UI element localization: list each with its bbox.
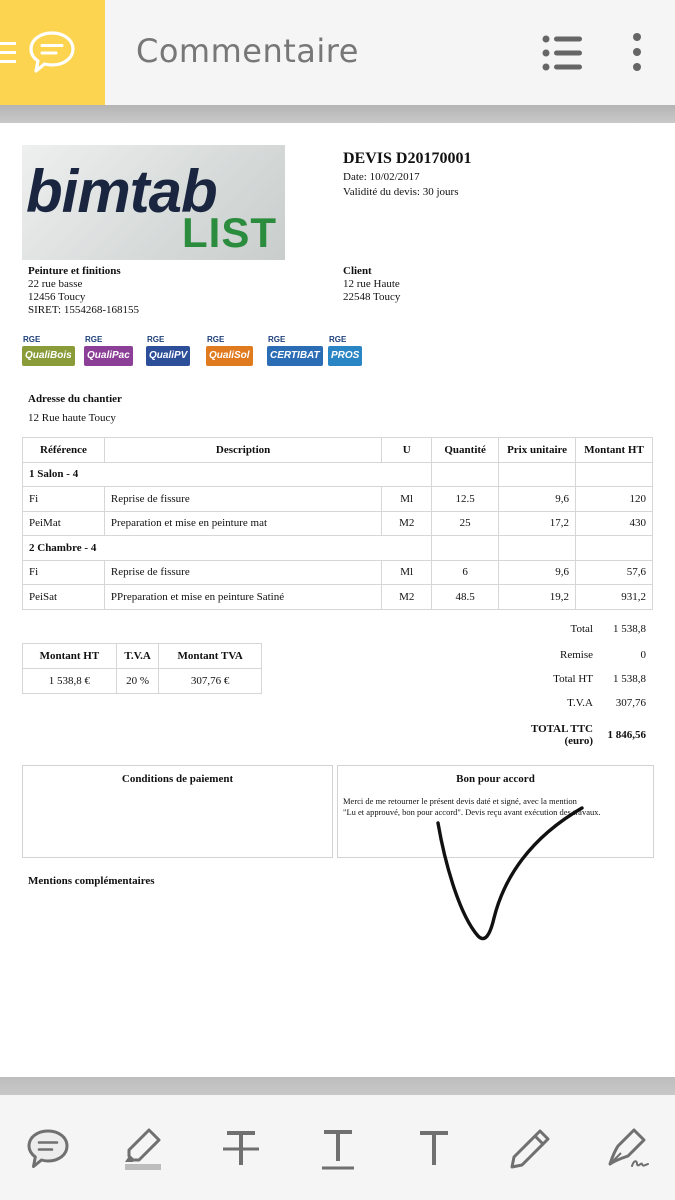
company-siret: SIRET: 1554268-168155 — [28, 304, 139, 316]
section-row — [23, 462, 653, 487]
total-row — [480, 623, 650, 639]
total-ttc-row — [480, 723, 650, 749]
cell-qty: 6 — [432, 560, 499, 585]
header-description: Description — [104, 438, 381, 463]
total-ht-value: 1 538,8 — [613, 673, 646, 685]
badge-rge-label: RGE — [268, 335, 286, 344]
devis-validity: Validité du devis: 30 jours — [343, 186, 459, 198]
badge-qualisol — [206, 335, 256, 367]
pencil-tool-button[interactable] — [506, 1125, 554, 1173]
client-street: 12 rue Haute — [343, 278, 400, 290]
tva-header-ht: Montant HT — [23, 644, 117, 669]
badge-pros — [328, 335, 378, 367]
header-unit-price: Prix unitaire — [499, 438, 576, 463]
cell-price: 17,2 — [499, 511, 576, 536]
mentions-title: Mentions complémentaires — [28, 875, 155, 887]
cell-price: 9,6 — [499, 487, 576, 512]
company-name: Peinture et finitions — [28, 265, 121, 277]
badge-label: QualiSol — [206, 346, 253, 366]
header-amount: Montant HT — [576, 438, 653, 463]
conditions-title: Conditions de paiement — [121, 773, 234, 785]
comment-icon — [28, 30, 76, 74]
tva-cell-ht: 1 538,8 € — [23, 669, 117, 694]
accord-text-line2: "Lu et approuvé, bon pour accord". Devis reçu avant exécution des travaux. — [343, 807, 601, 817]
signature-pen-icon — [604, 1126, 652, 1172]
chantier-title: Adresse du chantier — [28, 393, 122, 405]
cell-unit: Ml — [382, 487, 432, 512]
tva-cell-amount: 307,76 € — [159, 669, 262, 694]
tva-total-value: 307,76 — [615, 697, 646, 709]
cell-ref: Fi — [23, 487, 105, 512]
client-city: 22548 Toucy — [343, 291, 401, 303]
list-button[interactable] — [540, 32, 586, 74]
highlighter-icon — [119, 1126, 165, 1172]
handwritten-checkmark — [430, 803, 600, 943]
strikethrough-icon — [219, 1127, 263, 1171]
cell-qty: 48.5 — [432, 585, 499, 610]
highlighter-tool-button[interactable] — [118, 1125, 166, 1173]
badge-rge-label: RGE — [207, 335, 225, 344]
signature-tool-button[interactable] — [604, 1125, 652, 1173]
more-button[interactable] — [622, 30, 652, 74]
more-vert-icon — [622, 30, 652, 74]
underline-tool-button[interactable] — [314, 1125, 362, 1173]
header-unit: U — [382, 438, 432, 463]
table-row — [23, 487, 653, 512]
company-block — [28, 265, 139, 317]
text-icon — [412, 1127, 456, 1171]
tva-table — [22, 643, 262, 694]
total-ht-row — [480, 673, 650, 689]
tva-header-row — [23, 644, 262, 669]
cell-ref: PeiSat — [23, 585, 105, 610]
cell-desc: Reprise de fissure — [104, 560, 381, 585]
section-title: 2 Chambre - 4 — [23, 536, 432, 561]
section-title: 1 Salon - 4 — [23, 462, 432, 487]
badge-rge-label: RGE — [147, 335, 165, 344]
total-ttc-value: 1 846,56 — [607, 729, 646, 741]
document-top-shadow — [0, 105, 675, 123]
badge-rge-label: RGE — [85, 335, 103, 344]
tva-header-amount: Montant TVA — [159, 644, 262, 669]
list-icon — [540, 32, 586, 74]
table-header-row — [23, 438, 653, 463]
accord-title: Bon pour accord — [456, 773, 535, 785]
cell-unit: M2 — [382, 511, 432, 536]
document-page[interactable] — [0, 123, 675, 1077]
cell-unit: Ml — [382, 560, 432, 585]
total-value: 1 538,8 — [613, 623, 646, 635]
cell-unit: M2 — [382, 585, 432, 610]
tva-total-row — [480, 697, 650, 713]
chantier-address: 12 Rue haute Toucy — [28, 412, 116, 424]
cell-desc: Preparation et mise en peinture mat — [104, 511, 381, 536]
page-title: Commentaire — [136, 32, 359, 70]
badge-certibat — [267, 335, 320, 367]
remise-value: 0 — [640, 649, 646, 661]
cell-amount: 931,2 — [576, 585, 653, 610]
cell-price: 9,6 — [499, 560, 576, 585]
drawer-lines-icon — [0, 42, 16, 69]
strikethrough-tool-button[interactable] — [217, 1125, 265, 1173]
badge-label: PROS — [328, 346, 362, 366]
total-label: Total — [570, 623, 593, 635]
accord-text-line1: Merci de me retourner le présent devis daté et signé, avec la mention — [343, 796, 577, 806]
cell-price: 19,2 — [499, 585, 576, 610]
badge-label: QualiPac — [84, 346, 133, 366]
header-quantity: Quantité — [432, 438, 499, 463]
badge-qualipv — [146, 335, 196, 367]
badge-label: QualiBois — [22, 346, 75, 366]
table-row — [23, 560, 653, 585]
total-ttc-label-line2: (euro) — [564, 735, 593, 747]
logo-text-top: bimtab — [26, 158, 217, 225]
client-block — [343, 265, 400, 304]
logo-text-bottom: LIST — [182, 209, 277, 256]
cell-qty: 25 — [432, 511, 499, 536]
tva-row — [23, 669, 262, 694]
tva-header-rate: T.V.A — [116, 644, 159, 669]
company-logo — [22, 145, 285, 260]
badge-qualibois — [22, 335, 72, 367]
table-row — [23, 585, 653, 610]
client-label: Client — [343, 265, 372, 277]
cell-ref: Fi — [23, 560, 105, 585]
tva-cell-rate: 20 % — [116, 669, 159, 694]
cell-amount: 120 — [576, 487, 653, 512]
table-row — [23, 511, 653, 536]
annotation-toolbar — [0, 1095, 675, 1200]
cell-qty: 12.5 — [432, 487, 499, 512]
remise-row — [480, 649, 650, 665]
pencil-icon — [508, 1127, 552, 1171]
remise-label: Remise — [560, 649, 593, 661]
underline-icon — [316, 1127, 360, 1171]
comment-tool-icon — [26, 1128, 70, 1170]
cell-desc: PPreparation et mise en peinture Satiné — [104, 585, 381, 610]
cell-amount: 430 — [576, 511, 653, 536]
company-city: 12456 Toucy — [28, 291, 86, 303]
conditions-box — [22, 765, 333, 858]
badge-qualipac — [84, 335, 134, 367]
total-ttc-label — [531, 723, 593, 747]
comment-tool-button[interactable] — [24, 1125, 72, 1173]
cell-amount: 57,6 — [576, 560, 653, 585]
app-bar — [0, 0, 675, 105]
document-bottom-shadow — [0, 1077, 675, 1095]
cell-desc: Reprise de fissure — [104, 487, 381, 512]
text-tool-button[interactable] — [410, 1125, 458, 1173]
badge-rge-label: RGE — [23, 335, 41, 344]
certification-badges — [22, 335, 372, 369]
devis-date: Date: 10/02/2017 — [343, 171, 420, 183]
header-reference: Référence — [23, 438, 105, 463]
cell-ref: PeiMat — [23, 511, 105, 536]
tva-total-label: T.V.A — [567, 697, 593, 709]
badge-label: CERTIBAT — [267, 346, 323, 366]
section-row — [23, 536, 653, 561]
company-street: 22 rue basse — [28, 278, 83, 290]
comment-mode-button[interactable] — [0, 0, 105, 105]
total-ttc-label-line1: TOTAL TTC — [530, 723, 593, 735]
total-ht-label: Total HT — [553, 673, 593, 685]
devis-title: DEVIS D20170001 — [343, 150, 472, 167]
badge-label: QualiPV — [146, 346, 190, 366]
items-table — [22, 437, 653, 610]
badge-rge-label: RGE — [329, 335, 347, 344]
